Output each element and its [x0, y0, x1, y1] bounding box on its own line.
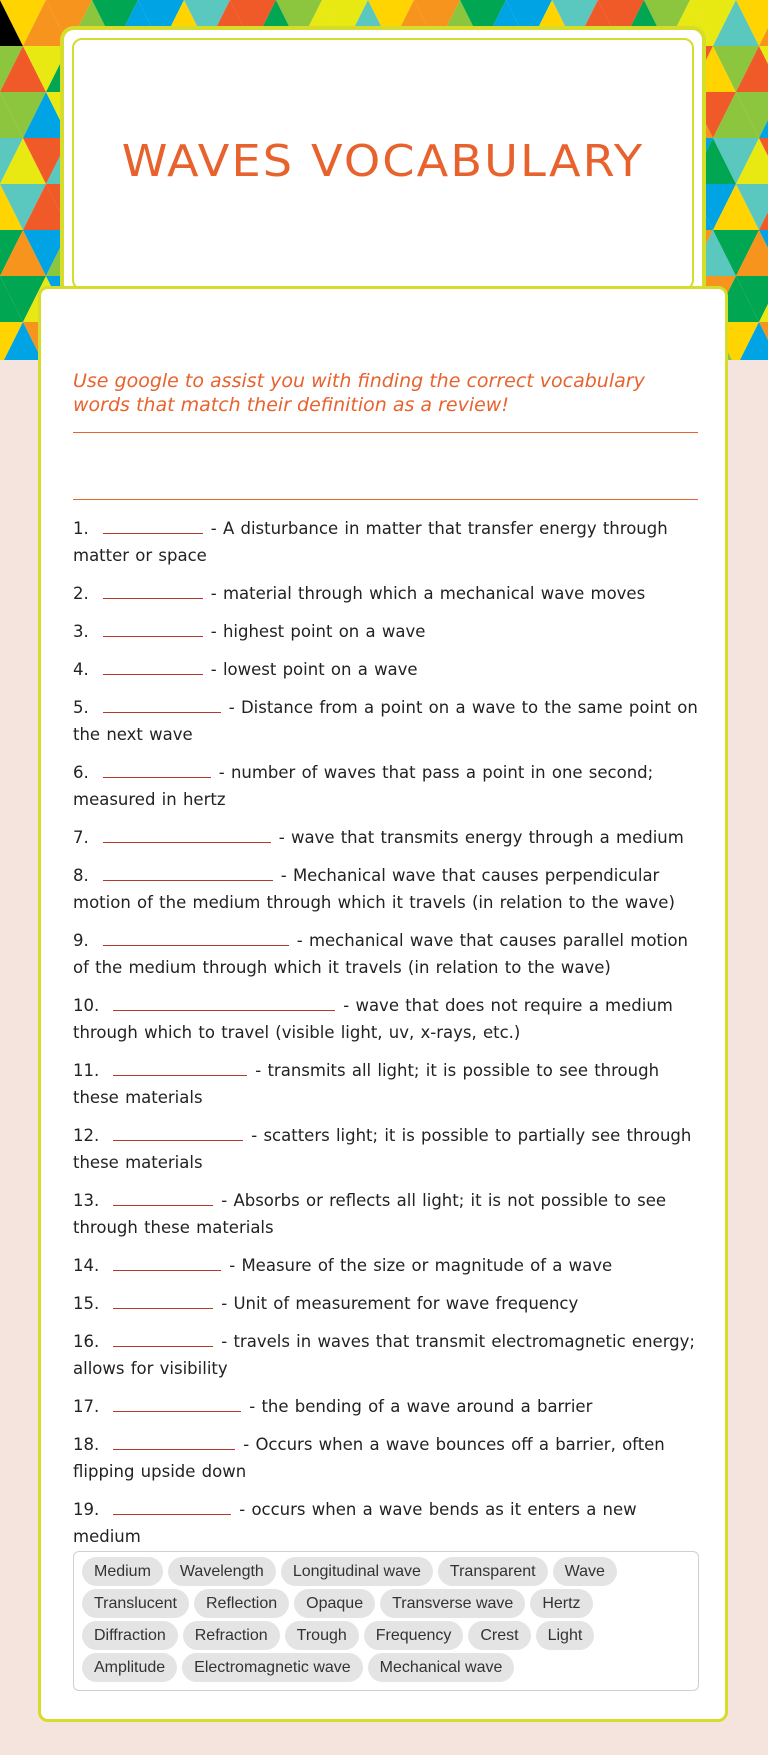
question-list: [73, 515, 703, 1561]
word-bank-chip[interactable]: Electromagnetic wave: [182, 1653, 363, 1682]
question-number: 17.: [73, 1397, 100, 1416]
question-definition: - wave that transmits energy through a medium: [278, 828, 684, 847]
answer-blank[interactable]: [103, 694, 221, 713]
word-bank-chip[interactable]: Crest: [468, 1621, 530, 1650]
question-definition: - Absorbs or reflects all light; it is not possible to see through these materials: [73, 1191, 667, 1237]
question-item: [73, 515, 703, 569]
answer-blank[interactable]: [113, 1252, 221, 1271]
question-item: [73, 618, 703, 645]
answer-blank[interactable]: [113, 1290, 213, 1309]
word-bank: [73, 1551, 699, 1691]
question-number: 5.: [73, 698, 89, 717]
word-bank-chip[interactable]: Light: [536, 1621, 595, 1650]
question-item: [73, 656, 703, 683]
divider-top: [73, 432, 698, 433]
question-item: [73, 992, 703, 1046]
page-title: WAVES VOCABULARY: [121, 136, 645, 187]
question-definition: - Distance from a point on a wave to the same point on the next wave: [73, 698, 698, 744]
word-bank-chip[interactable]: Transparent: [438, 1557, 548, 1586]
answer-blank[interactable]: [103, 927, 289, 946]
question-item: [73, 824, 703, 851]
question-number: 14.: [73, 1256, 100, 1275]
answer-blank[interactable]: [113, 992, 335, 1011]
question-item: [73, 1393, 703, 1420]
answer-blank[interactable]: [103, 759, 211, 778]
question-definition: - lowest point on a wave: [210, 660, 418, 679]
question-item: [73, 1496, 703, 1550]
word-bank-chip[interactable]: Medium: [82, 1557, 163, 1586]
title-card: [60, 26, 706, 302]
answer-blank[interactable]: [103, 824, 271, 843]
question-definition: - travels in waves that transmit electromagnetic energy; allows for visibility: [73, 1332, 695, 1378]
question-item: [73, 1290, 703, 1317]
answer-blank[interactable]: [113, 1393, 241, 1412]
question-definition: - A disturbance in matter that transfer energy through matter or space: [73, 519, 668, 565]
question-item: [73, 927, 703, 981]
question-number: 6.: [73, 763, 89, 782]
question-number: 15.: [73, 1294, 100, 1313]
word-bank-chip[interactable]: Amplitude: [82, 1653, 177, 1682]
answer-blank[interactable]: [103, 862, 273, 881]
question-number: 18.: [73, 1435, 100, 1454]
question-number: 8.: [73, 866, 89, 885]
question-definition: - number of waves that pass a point in one second; measured in hertz: [73, 763, 654, 809]
divider-bottom: [73, 499, 698, 500]
word-bank-chip[interactable]: Frequency: [364, 1621, 464, 1650]
worksheet-card: [38, 286, 728, 1722]
question-item: [73, 1252, 703, 1279]
question-number: 3.: [73, 622, 89, 641]
question-number: 10.: [73, 996, 100, 1015]
question-definition: - Measure of the size or magnitude of a wave: [229, 1256, 613, 1275]
question-number: 7.: [73, 828, 89, 847]
question-item: [73, 759, 703, 813]
instructions-text: Use google to assist you with finding the correct vocabulary words that match their definition as a review!: [73, 370, 645, 416]
question-number: 2.: [73, 584, 89, 603]
word-bank-chip[interactable]: Hertz: [530, 1589, 592, 1618]
question-definition: - material through which a mechanical wave moves: [210, 584, 646, 603]
question-number: 1.: [73, 519, 89, 538]
question-definition: - mechanical wave that causes parallel motion of the medium through which it travels (in relation to the wave): [73, 931, 689, 977]
word-bank-chip[interactable]: Trough: [285, 1621, 359, 1650]
word-bank-chip[interactable]: Diffraction: [82, 1621, 178, 1650]
question-number: 12.: [73, 1126, 100, 1145]
word-bank-chip[interactable]: Reflection: [194, 1589, 289, 1618]
word-bank-chip[interactable]: Transverse wave: [380, 1589, 525, 1618]
question-item: [73, 1057, 703, 1111]
question-definition: - highest point on a wave: [210, 622, 426, 641]
question-number: 9.: [73, 931, 89, 950]
question-item: [73, 580, 703, 607]
question-definition: - Unit of measurement for wave frequency: [221, 1294, 579, 1313]
word-bank-chip[interactable]: Mechanical wave: [368, 1653, 515, 1682]
question-number: 11.: [73, 1061, 100, 1080]
question-definition: - Mechanical wave that causes perpendicular motion of the medium through which it travels (in relation to the wave): [73, 866, 675, 912]
question-item: [73, 1431, 703, 1485]
answer-blank[interactable]: [113, 1328, 213, 1347]
question-definition: - wave that does not require a medium through which to travel (visible light, uv, x-rays, etc.): [73, 996, 673, 1042]
question-definition: - transmits all light; it is possible to see through these materials: [73, 1061, 660, 1107]
answer-blank[interactable]: [113, 1122, 243, 1141]
answer-blank[interactable]: [103, 618, 203, 637]
word-bank-chip[interactable]: Wave: [553, 1557, 617, 1586]
question-item: [73, 1122, 703, 1176]
word-bank-chip[interactable]: Refraction: [183, 1621, 280, 1650]
answer-blank[interactable]: [103, 580, 203, 599]
question-definition: - occurs when a wave bends as it enters a new medium: [73, 1500, 637, 1546]
answer-blank[interactable]: [113, 1496, 231, 1515]
question-definition: - scatters light; it is possible to partially see through these materials: [73, 1126, 692, 1172]
answer-blank[interactable]: [113, 1431, 235, 1450]
word-bank-chip[interactable]: Opaque: [294, 1589, 375, 1618]
answer-blank[interactable]: [103, 515, 203, 534]
answer-blank[interactable]: [113, 1057, 247, 1076]
question-item: [73, 694, 703, 748]
word-bank-chip[interactable]: Translucent: [82, 1589, 189, 1618]
question-item: [73, 1187, 703, 1241]
question-number: 16.: [73, 1332, 100, 1351]
word-bank-chip[interactable]: Longitudinal wave: [281, 1557, 433, 1586]
question-number: 4.: [73, 660, 89, 679]
question-item: [73, 862, 703, 916]
question-item: [73, 1328, 703, 1382]
question-definition: - Occurs when a wave bounces off a barrier, often flipping upside down: [73, 1435, 665, 1481]
word-bank-chip[interactable]: Wavelength: [168, 1557, 276, 1586]
question-number: 19.: [73, 1500, 100, 1519]
answer-blank[interactable]: [103, 656, 203, 675]
question-number: 13.: [73, 1191, 100, 1210]
answer-blank[interactable]: [113, 1187, 213, 1206]
question-definition: - the bending of a wave around a barrier: [249, 1397, 593, 1416]
